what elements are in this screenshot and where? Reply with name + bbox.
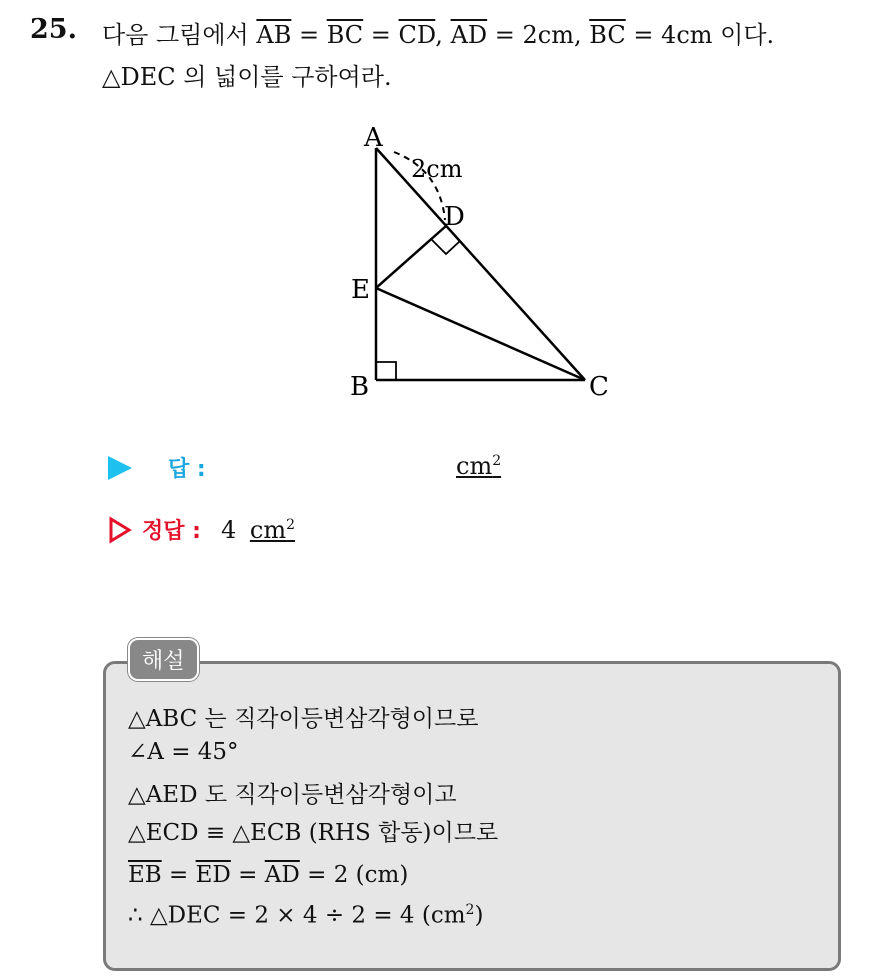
label-C: C xyxy=(589,372,609,402)
answer-blank-unit[interactable]: $cm^2$ xyxy=(456,452,502,480)
solution-line-1: △ABC 는 직각이등변삼각형이므로 xyxy=(128,706,479,732)
label-B: B xyxy=(350,372,370,402)
solution-line-3: △AED 도 직각이등변삼각형이고 xyxy=(128,782,457,808)
label-D: D xyxy=(444,202,465,232)
solution-tag: 해설 xyxy=(128,638,199,681)
solution-line-5: $\overline{EB} = \overline{ED} = \overline{AD} = 2$ (cm) xyxy=(128,862,409,888)
solution-line-4: △ECD ≡ △ECB (RHS 합동)이므로 xyxy=(128,820,499,846)
outline-triangle-icon xyxy=(108,516,132,544)
answer-blank-row xyxy=(108,452,206,483)
question-number: 25. xyxy=(30,14,77,45)
correct-answer-value: 4 $cm^2$ xyxy=(220,515,296,544)
question-text-line2: △DEC 의 넓이를 구하여라. xyxy=(102,63,392,91)
correct-answer-label: 정답 : xyxy=(142,519,201,544)
triangle-figure xyxy=(330,110,630,410)
label-length: 2cm xyxy=(411,155,463,183)
answer-label: 답 : xyxy=(168,457,206,482)
answer-correct-row xyxy=(108,514,295,545)
label-A: A xyxy=(364,123,383,153)
solid-triangle-icon xyxy=(108,456,132,480)
solution-line-6: ∴ △DEC = 2 × 4 ÷ 2 = 4 $(cm^2)$ xyxy=(128,902,484,929)
label-E: E xyxy=(351,275,370,305)
solution-line-2: ∠A = 45° xyxy=(128,739,239,765)
question-text-line1: 다음 그림에서 $\overline{AB} = \overline{BC} = \overline{CD}$, $\overline{AD} = 2cm$, $\overline{BC} = 4cm$ 이다. xyxy=(102,21,775,49)
